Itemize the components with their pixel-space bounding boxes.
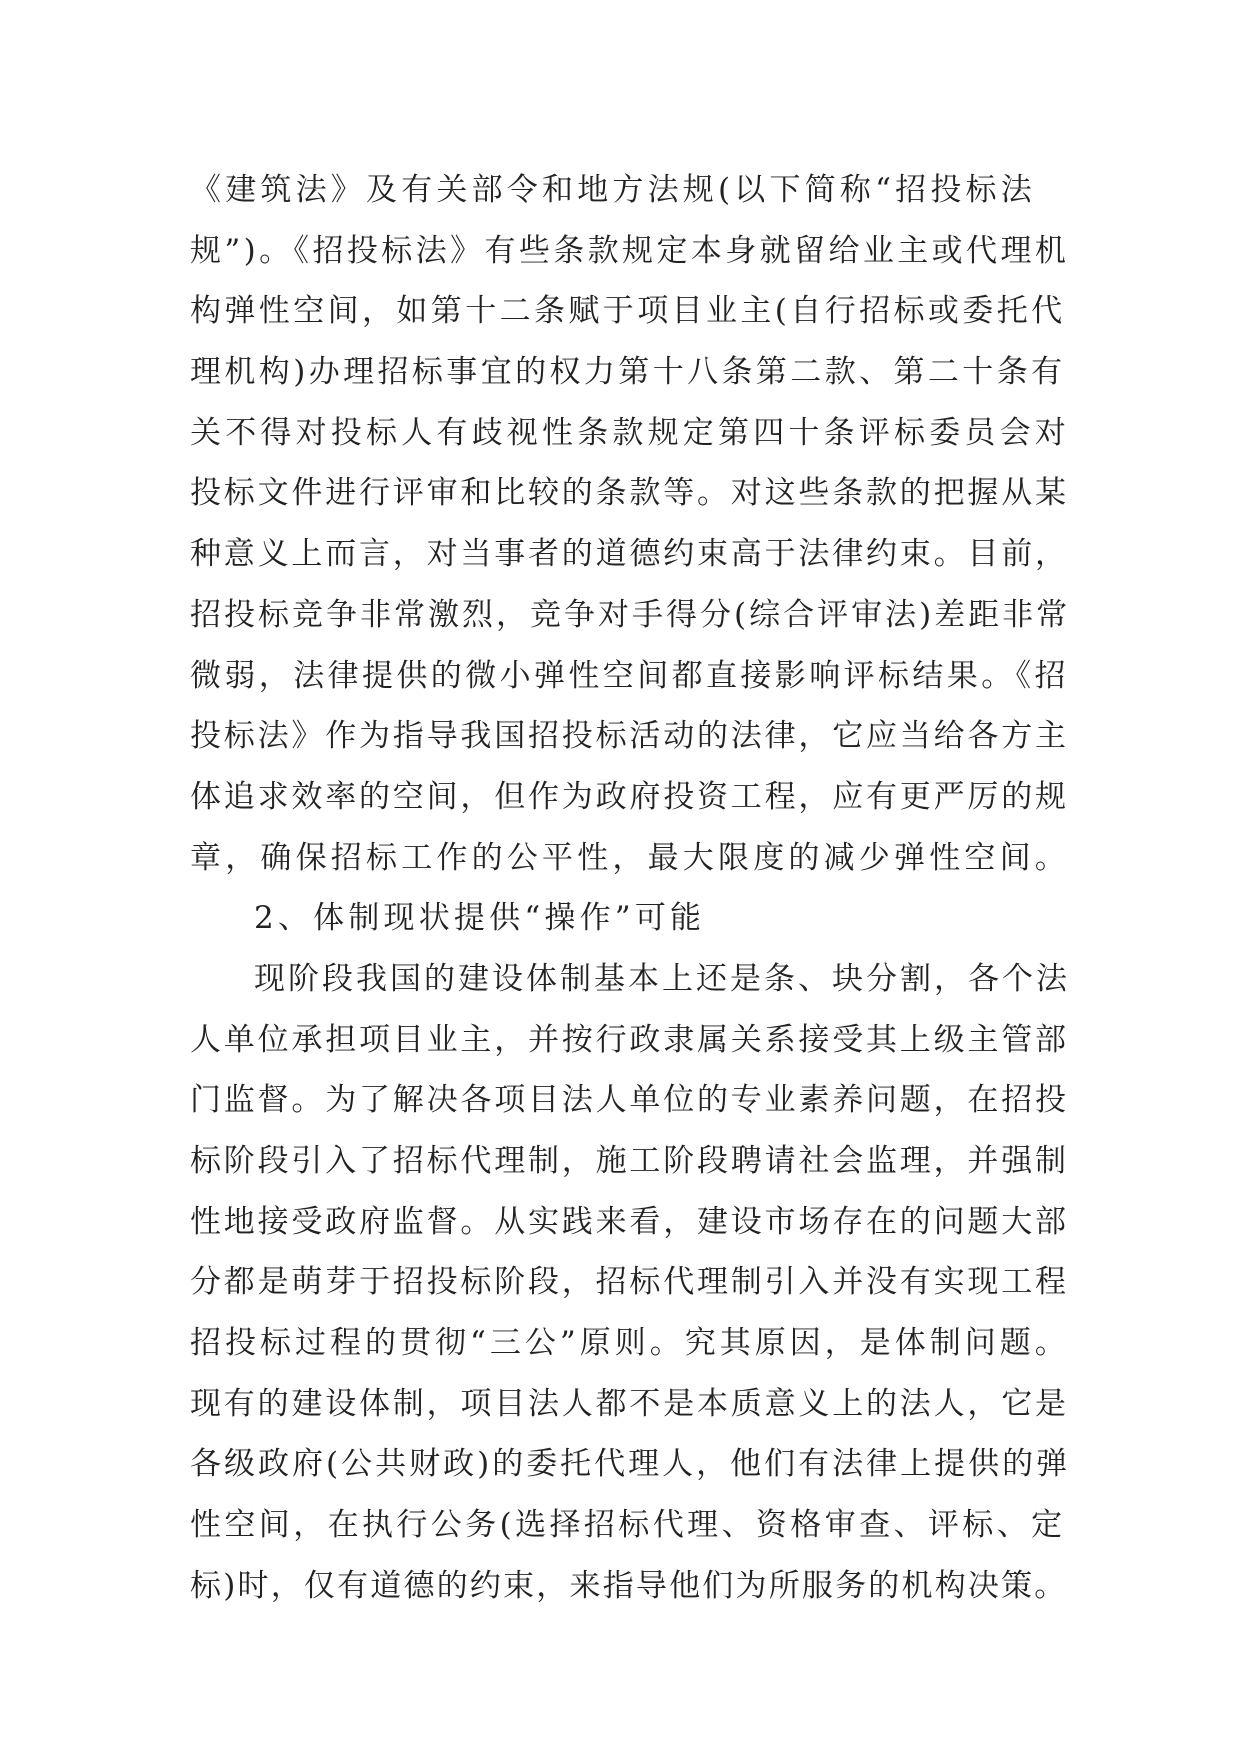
text-line: 种意义上而言，对当事者的道德约束高于法律约束。目前， — [190, 536, 1069, 573]
body-text — [190, 160, 1070, 1617]
text-line: 现有的建设体制，项目法人都不是本质意义上的法人，它是 — [190, 1385, 1069, 1422]
text-line: 微弱，法律提供的微小弹性空间都直接影响评标结果。《招 — [190, 657, 1069, 694]
text-line: 规”)。《招投标法》有些条款规定本身就留给业主或代理机 — [190, 232, 1070, 269]
text-line: 人单位承担项目业主，并按行政隶属关系接受其上级主管部 — [190, 1021, 1069, 1058]
text-line: 章，确保招标工作的公平性，最大限度的减少弹性空间。 — [190, 839, 1070, 876]
text-line: 标)时，仅有道德的约束，来指导他们为所服务的机构决策。 — [190, 1567, 1068, 1604]
text-line: 性空间，在执行公务(选择招标代理、资格审查、评标、定 — [190, 1507, 1066, 1544]
text-line: 《建筑法》及有关部令和地方法规(以下简称“招投标法 — [190, 172, 1036, 208]
paragraph-start-line: 现阶段我国的建设体制基本上还是条、块分割，各个法 — [254, 960, 1070, 997]
text-line: 投标文件进行评审和比较的条款等。对这些条款的把握从某 — [190, 475, 1069, 512]
text-line: 招投标过程的贯彻“三公”原则。究其原因，是体制问题。 — [190, 1325, 1070, 1362]
text-line: 标阶段引入了招标代理制，施工阶段聘请社会监理，并强制 — [190, 1143, 1069, 1179]
section-heading: 2、体制现状提供“操作”可能 — [254, 900, 706, 937]
text-line: 分都是萌芽于招投标阶段，招标代理制引入并没有实现工程 — [190, 1264, 1069, 1301]
text-line: 投标法》作为指导我国招投标活动的法律，它应当给各方主 — [190, 718, 1069, 755]
text-line: 门监督。为了解决各项目法人单位的专业素养问题，在招投 — [190, 1082, 1069, 1119]
text-line: 构弹性空间，如第十二条赋于项目业主(自行招标或委托代 — [190, 293, 1066, 330]
text-line: 关不得对投标人有歧视性条款规定第四十条评标委员会对 — [190, 414, 1070, 451]
text-line: 各级政府(公共财政)的委托代理人，他们有法律上提供的弹 — [190, 1446, 1071, 1483]
text-line: 招投标竞争非常激烈，竞争对手得分(综合评审法)差距非常 — [190, 596, 1071, 633]
text-line: 体追求效率的空间，但作为政府投资工程，应有更严厉的规 — [190, 778, 1069, 815]
text-line: 性地接受政府监督。从实践来看，建设市场存在的问题大部 — [190, 1203, 1069, 1240]
text-line: 理机构)办理招标事宜的权力第十八条第二款、第二十条有 — [190, 354, 1066, 391]
